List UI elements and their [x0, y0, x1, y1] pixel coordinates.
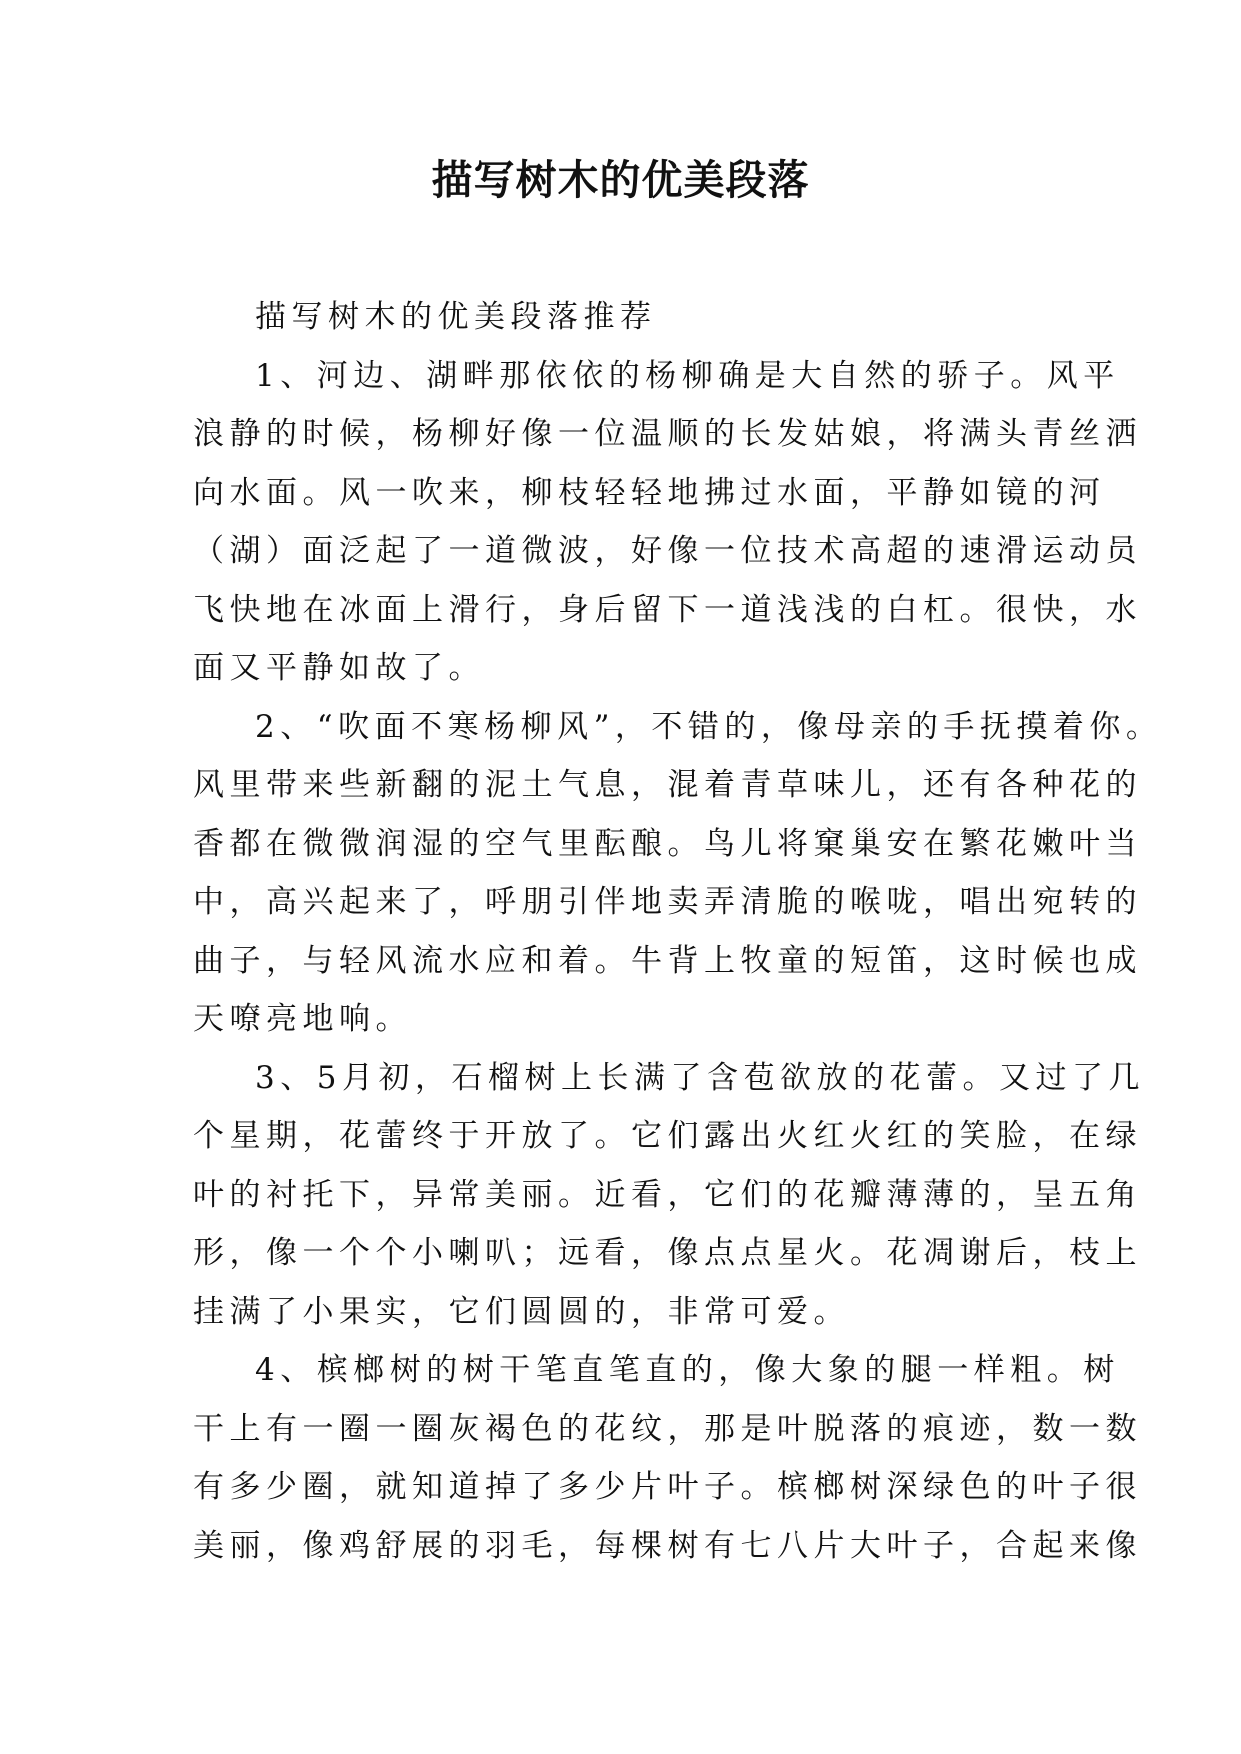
- paragraph-heading: [193, 288, 1065, 347]
- text-line: 叶的衬托下，异常美丽。近看，它们的花瓣薄薄的，呈五角: [193, 1176, 1142, 1213]
- text-line: 挂满了小果实，它们圆圆的，非常可爱。: [193, 1293, 850, 1330]
- text-line: 飞快地在冰面上滑行，身后留下一道浅浅的白杠。很快，水: [193, 591, 1142, 628]
- text-line: 4、槟榔树的树干笔直笔直的，像大象的腿一样粗。树: [255, 1352, 1120, 1388]
- text-line: 3、5月初，石榴树上长满了含苞欲放的花蕾。又过了几: [255, 1059, 1145, 1096]
- document-body: [193, 288, 1163, 1575]
- text-line: 香都在微微润湿的空气里酝酿。鸟儿将窠巢安在繁花嫩叶当: [193, 825, 1142, 862]
- paragraph-4: [193, 1341, 1142, 1575]
- text-line: 曲子，与轻风流水应和着。牛背上牧童的短笛，这时候也成: [193, 942, 1142, 979]
- text-line: 向水面。风一吹来，柳枝轻轻地拂过水面，平静如镜的河: [193, 474, 1106, 511]
- text-line: 风里带来些新翻的泥土气息，混着青草味儿，还有各种花的: [193, 767, 1142, 803]
- text-line: 描写树木的优美段落推荐: [255, 299, 657, 335]
- text-line: 干上有一圈一圈灰褐色的花纹，那是叶脱落的痕迹，数一数: [193, 1410, 1142, 1447]
- text-line: 形，像一个个小喇叭；远看，像点点星火。花凋谢后，枝上: [193, 1235, 1142, 1271]
- text-line: 美丽，像鸡舒展的羽毛，每棵树有七八片大叶子，合起来像: [193, 1527, 1142, 1564]
- paragraph-3: [193, 1049, 1145, 1342]
- text-line: 浪静的时候，杨柳好像一位温顺的长发姑娘，将满头青丝洒: [193, 416, 1142, 452]
- document-title: 描写树木的优美段落: [431, 156, 810, 204]
- text-line: 2、“吹面不寒杨柳风”，不错的，像母亲的手抚摸着你。: [255, 708, 1163, 745]
- text-line: （湖）面泛起了一道微波，好像一位技术高超的速滑运动员: [193, 533, 1142, 569]
- paragraph-2: [193, 698, 1163, 1049]
- text-line: 1、河边、湖畔那依依的杨柳确是大自然的骄子。风平: [255, 357, 1120, 394]
- text-line: 面又平静如故了。: [193, 650, 485, 686]
- text-line: 有多少圈，就知道掉了多少片叶子。槟榔树深绿色的叶子很: [193, 1469, 1142, 1505]
- text-line: 个星期，花蕾终于开放了。它们露出火红火红的笑脸，在绿: [193, 1118, 1142, 1154]
- paragraph-1: [193, 347, 1142, 698]
- text-line: 中，高兴起来了，呼朋引伴地卖弄清脆的喉咙，唱出宛转的: [193, 884, 1142, 920]
- text-line: 天嘹亮地响。: [193, 1001, 412, 1037]
